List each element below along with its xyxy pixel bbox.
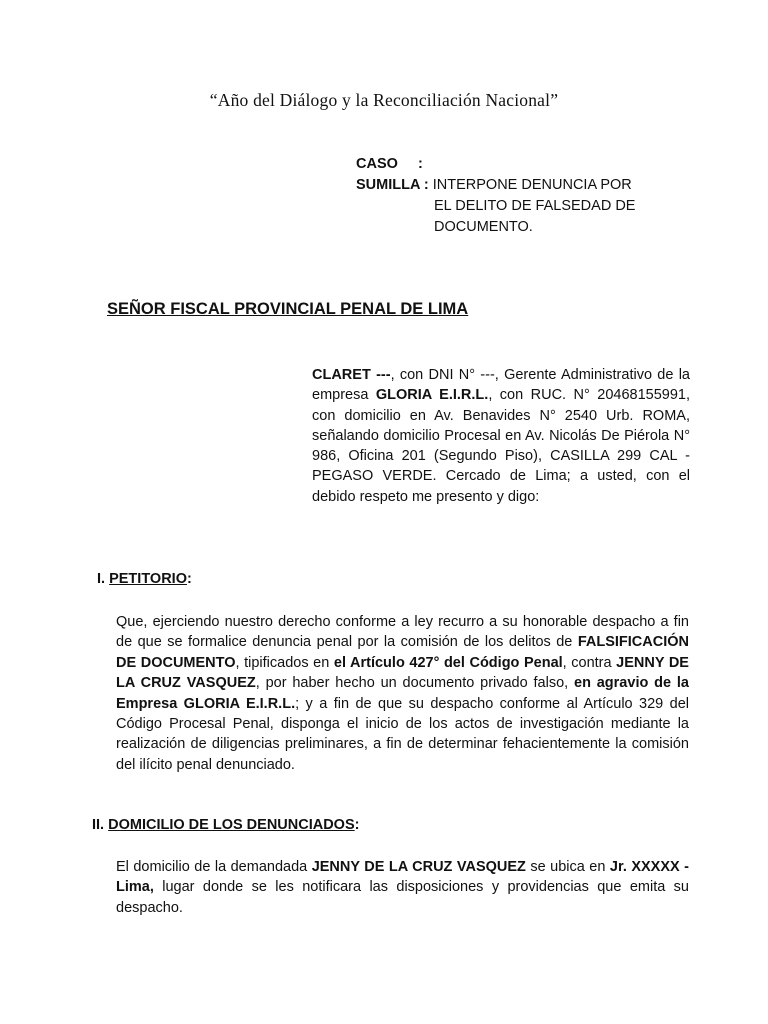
intro-name: CLARET --- <box>312 367 391 383</box>
para-bold: el Artículo 427° del Código Penal <box>333 654 563 671</box>
caso-label: CASO : <box>356 156 423 172</box>
addressee-heading: SEÑOR FISCAL PROVINCIAL PENAL DE LIMA <box>107 300 469 318</box>
section-number: II. <box>92 817 105 833</box>
sumilla-line-1: INTERPONE DENUNCIA POR <box>432 177 632 193</box>
para-text: Que, ejerciendo nuestro derecho conforme a ley recurro a su honorable despacho a fin de que se formalice denuncia penal por la comisión de los delitos de <box>116 614 689 651</box>
para-text: , contra <box>562 654 617 671</box>
sumilla-row <box>356 175 635 196</box>
para-text: , tipificados en <box>235 654 334 671</box>
para-text: , por haber hecho un documento privado falso, <box>255 675 574 692</box>
section-number: I. <box>97 571 106 587</box>
para-bold: en agravio de la Empresa GLORIA E.I.R.L. <box>116 675 689 712</box>
section-heading-petitorio <box>97 571 192 587</box>
sumilla-line-2: EL DELITO DE FALSEDAD DE <box>434 198 636 214</box>
section-colon: : <box>186 571 192 587</box>
para-bold: JENNY DE LA CRUZ VASQUEZ <box>116 654 689 692</box>
para-bold: Jr. XXXXX - Lima, <box>116 859 689 896</box>
para-bold: FALSIFICACIÓN DE DOCUMENTO <box>116 634 689 671</box>
para-text: se ubica en <box>525 859 610 875</box>
section-colon: : <box>354 817 360 833</box>
intro-paragraph <box>312 365 690 507</box>
section-title: DOMICILIO DE LOS DENUNCIADOS <box>108 817 355 833</box>
petitorio-paragraph <box>116 612 689 775</box>
intro-text-1: , con DNI N° ---, Gerente Administrativo de la empresa <box>312 367 690 404</box>
year-title: “Año del Diálogo y la Reconciliación Nacional” <box>209 90 559 110</box>
para-text: El domicilio de la demandada <box>116 859 312 875</box>
section-heading-domicilio <box>92 817 359 833</box>
domicilio-paragraph <box>116 857 689 918</box>
sumilla-line-3: DOCUMENTO. <box>434 219 533 235</box>
caso-row <box>356 154 635 175</box>
sumilla-label: SUMILLA : <box>356 177 429 193</box>
section-title: PETITORIO <box>109 571 187 587</box>
case-block <box>356 154 635 238</box>
para-text: ; y a fin de que su despacho conforme al Artículo 329 del Código Procesal Penal, disponga el inicio de los actos de investigación mediante la realización de diligencias preliminares, a fin de determinar fehacientemente la comisión del ilícito penal denunciado. <box>116 695 689 773</box>
intro-text-2: , con RUC. N° 20468155991, con domicilio en Av. Benavides N° 2540 Urb. ROMA, señalando domicilio Procesal en Av. Nicolás De Piérola N° 986, Oficina 201 (Segundo Piso), CASILLA 299 CAL - PEGASO VERDE. Cercado de Lima; a usted, con el debido respeto me presento y digo: <box>312 387 690 505</box>
para-bold: JENNY DE LA CRUZ VASQUEZ <box>311 859 526 875</box>
para-text: lugar donde se les notificara las disposiciones y providencias que emita su despacho. <box>116 879 689 916</box>
intro-company: GLORIA E.I.R.L. <box>375 387 489 404</box>
